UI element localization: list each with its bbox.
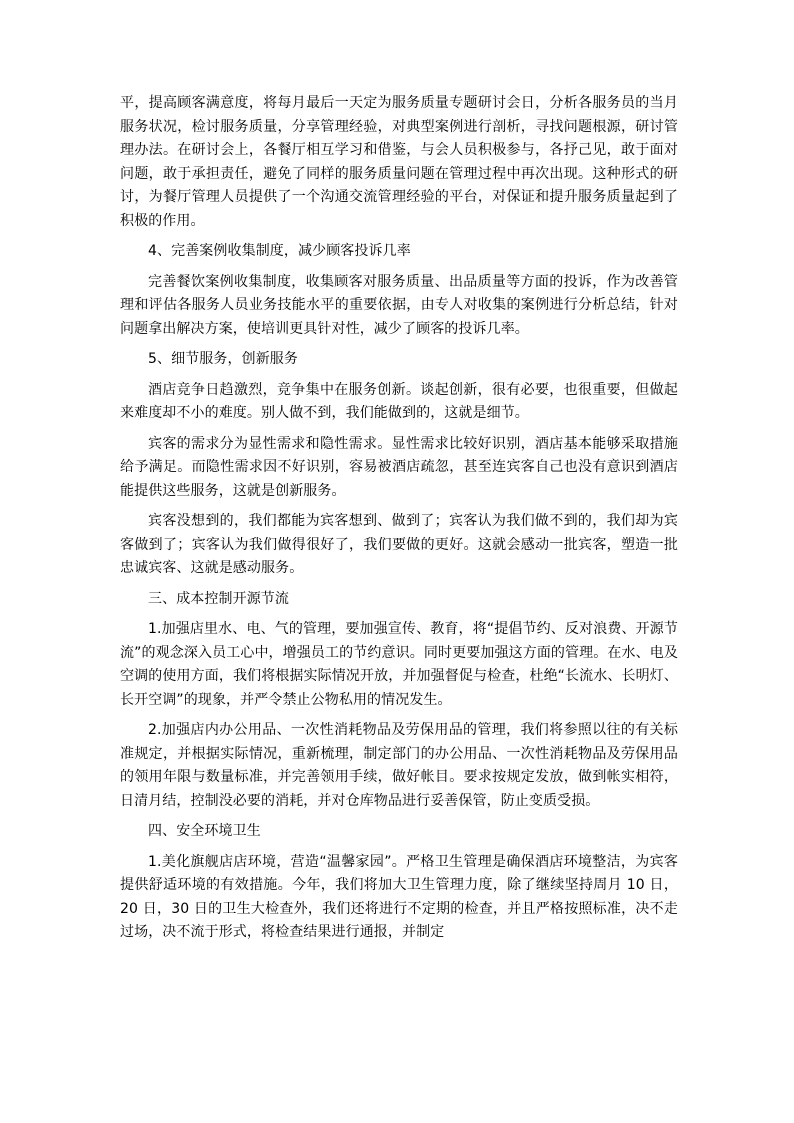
paragraph-environment: 1.美化旗舰店店环境，营造“温馨家园”。严格卫生管理是确保酒店环境整洁，为宾客提供舒适环境的有效措施。今年，我们将加大卫生管理力度，除了继续坚持周月 10 日，20 日，30 日的卫生大检查外，我们还将进行不定期的检查，并且严格按照标准，决不走过场，决不流于形式，将检查结果进行通报，并制定 bbox=[120, 853, 678, 940]
section-heading-cost-control: 三、成本控制开源节流 bbox=[148, 590, 289, 607]
paragraph-guest-needs: 宾客的需求分为显性需求和隐性需求。显性需求比较好识别，酒店基本能够采取措施给予满足。而隐性需求因不好识别，容易被酒店疏忽，甚至连宾客自己也没有意识到酒店能提供这些服务，这就是创新服务。 bbox=[120, 435, 678, 499]
section-heading-safety-hygiene: 四、安全环境卫生 bbox=[148, 823, 261, 839]
document-body bbox=[120, 92, 678, 952]
paragraph-continuation: 平，提高顾客满意度，将每月最后一天定为服务质量专题研讨会日，分析各服务员的当月服务状况，检讨服务质量，分享管理经验，对典型案例进行剖析，寻找问题根源，研讨管理办法。在研讨会上，各餐厅相互学习和借鉴，与会人员积极参与，各抒己见，敢于面对问题，敢于承担责任，避免了同样的服务质量问题在管理过程中再次出现。这种形式的研讨，为餐厅管理人员提供了一个沟通交流管理经验的平台，对保证和提升服务质量起到了积极的作用。 bbox=[120, 95, 678, 229]
paragraph-case-collection: 完善餐饮案例收集制度，收集顾客对服务质量、出品质量等方面的投诉，作为改善管理和评估各服务人员业务技能水平的重要依据，由专人对收集的案例进行分析总结，针对问题拿出解决方案，使培训更具针对性，减少了顾客的投诉几率。 bbox=[120, 273, 678, 337]
section-heading-case-collection: 4、完善案例收集制度，减少顾客投诉几率 bbox=[148, 243, 411, 259]
paragraph-moving-service: 宾客没想到的，我们都能为宾客想到、做到了；宾客认为我们做不到的，我们却为宾客做到了；宾客认为我们做得很好了，我们要做的更好。这就会感动一批宾客，塑造一批忠诚宾客、这就是感动服务。 bbox=[120, 513, 678, 576]
paragraph-competition: 酒店竞争日趋激烈，竞争集中在服务创新。谈起创新，很有必要，也很重要，但做起来难度却不小的难度。别人做不到，我们能做到的，这就是细节。 bbox=[120, 381, 678, 421]
paragraph-supplies: 2.加强店内办公用品、一次性消耗物品及劳保用品的管理，我们将参照以往的有关标准规定，并根据实际情况，重新梳理，制定部门的办公用品、一次性消耗物品及劳保用品的领用年限与数量标准，并完善领用手续，做好帐目。要求按规定发放，做到帐实相符，日清月结，控制没必要的消耗，并对仓库物品进行妥善保管，防止变质受损。 bbox=[120, 722, 678, 809]
paragraph-utilities: 1.加强店里水、电、气的管理，要加强宣传、教育，将“提倡节约、反对浪费、开源节流”的观念深入员工心中，增强员工的节约意识。同时更要加强这方面的管理。在水、电及空调的使用方面，我们将根据实际情况开放，并加强督促与检查，杜绝“长流水、长明灯、长开空调”的现象，并严令禁止公物私用的情况发生。 bbox=[120, 621, 678, 708]
section-heading-detail-service: 5、细节服务，创新服务 bbox=[148, 351, 299, 367]
